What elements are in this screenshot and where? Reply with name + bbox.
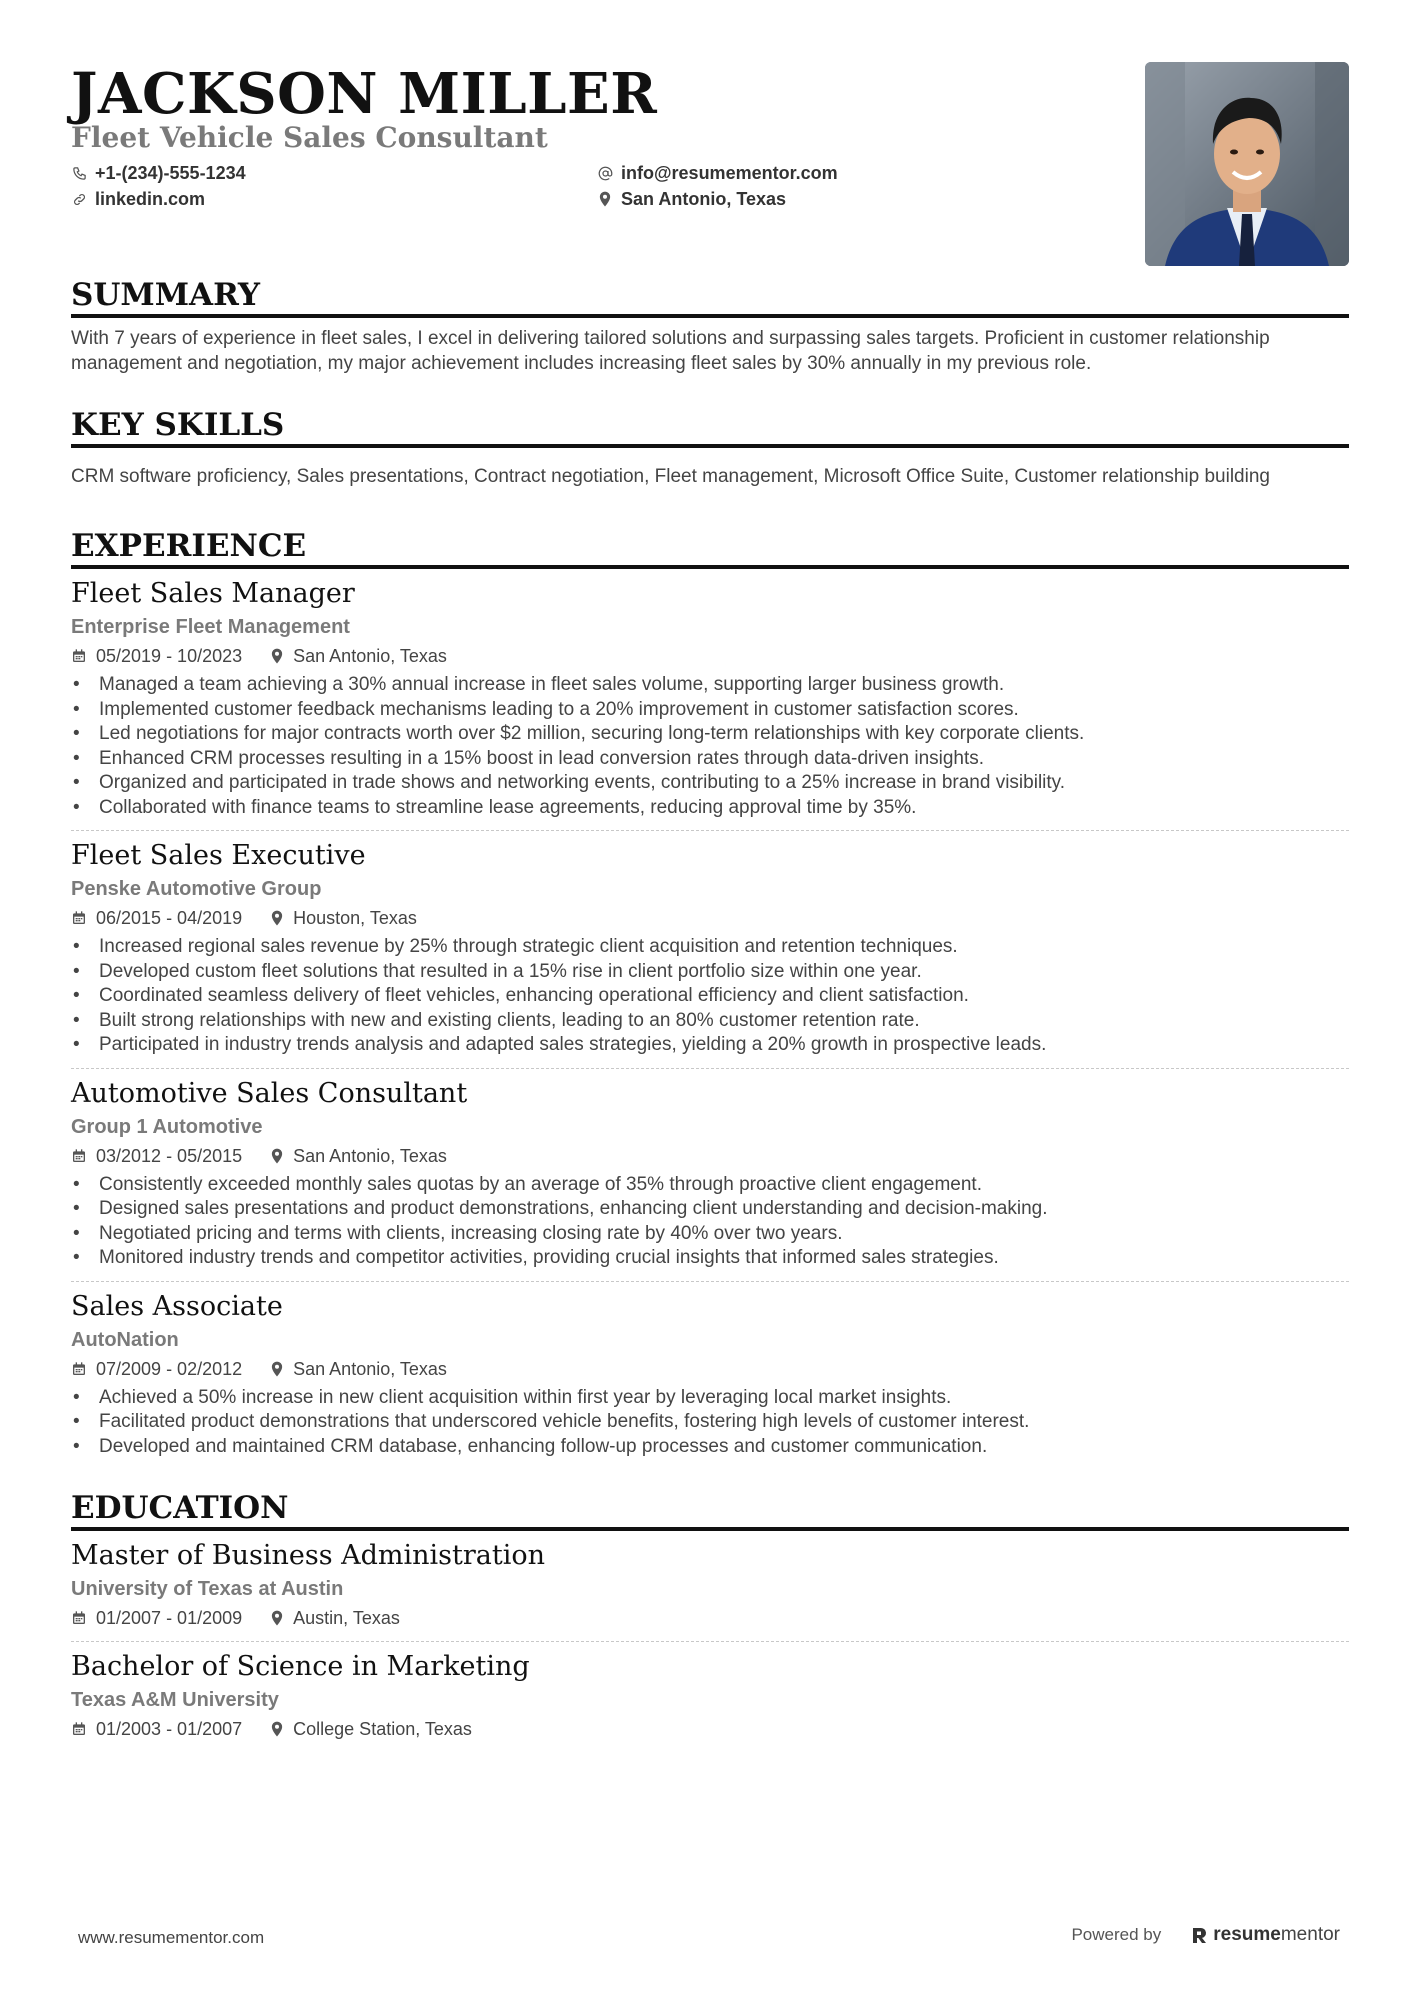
bullet-item: • Consistently exceeded monthly sales quotas by an average of 35% through proactive client engagement. — [71, 1173, 1349, 1198]
link-icon — [71, 191, 87, 207]
bullet-item: • Built strong relationships with new and existing clients, leading to an 80% customer retention rate. — [71, 1009, 1349, 1034]
entry-location: College Station, Texas — [293, 1719, 472, 1739]
brand-name-light: mentor — [1280, 1924, 1340, 1945]
summary-text: With 7 years of experience in fleet sales, I excel in delivering tailored solutions and surpassing sales targets. Proficient in customer relationship management and negotiation, my major achievement includes increasing fleet sales by 30% annually in my previous role. — [71, 328, 1270, 374]
bullet-list — [71, 1386, 1349, 1460]
calendar-icon — [71, 1361, 87, 1377]
experience-entry — [71, 1069, 1349, 1282]
bullet-item: • Increased regional sales revenue by 25% through strategic client acquisition and retention techniques. — [71, 935, 1349, 960]
experience-entry — [71, 831, 1349, 1069]
bullet-list — [71, 673, 1349, 820]
candidate-role: Fleet Vehicle Sales Consultant — [71, 121, 548, 154]
page-footer — [78, 1924, 1340, 1954]
map-pin-icon — [270, 1610, 284, 1626]
company-name: AutoNation — [71, 1328, 179, 1351]
bullet-list — [71, 1173, 1349, 1271]
section-title: EXPERIENCE — [71, 527, 1349, 569]
entry-location: San Antonio, Texas — [293, 1358, 447, 1379]
map-pin-icon — [270, 1148, 284, 1164]
entry-location: San Antonio, Texas — [293, 646, 447, 666]
calendar-icon — [71, 1610, 87, 1626]
website-text: linkedin.com — [95, 189, 206, 209]
bullet-item: • Implemented customer feedback mechanisms leading to a 20% improvement in customer satisfaction scores. — [71, 698, 1349, 723]
experience-entry — [71, 569, 1349, 831]
resume-page — [71, 58, 1349, 1752]
entry-dates: 03/2012 - 05/2015 — [96, 1145, 243, 1166]
bullet-item: • Coordinated seamless delivery of fleet vehicles, enhancing operational efficiency and client satisfaction. — [71, 984, 1349, 1009]
contact-website[interactable] — [71, 186, 205, 212]
entry-location: Austin, Texas — [293, 1608, 400, 1628]
powered-by-text: Powered by — [1071, 1925, 1162, 1944]
calendar-icon — [71, 648, 87, 664]
section-title: SUMMARY — [71, 276, 1349, 318]
bullet-item: • Facilitated product demonstrations that underscored vehicle benefits, fostering high levels of customer interest. — [71, 1410, 1349, 1435]
bullet-item: • Organized and participated in trade shows and networking events, contributing to a 25% increase in brand visibility. — [71, 771, 1349, 796]
bullet-item: • Developed custom fleet solutions that resulted in a 15% rise in client portfolio size within one year. — [71, 960, 1349, 985]
section-title: KEY SKILLS — [71, 406, 1349, 448]
profile-photo — [1145, 62, 1349, 266]
bullet-item: • Achieved a 50% increase in new client acquisition within first year by leveraging local market insights. — [71, 1386, 1349, 1411]
experience-entry — [71, 1282, 1349, 1470]
company-name: Enterprise Fleet Management — [71, 616, 350, 638]
at-icon — [597, 165, 613, 181]
map-pin-icon — [270, 1721, 284, 1737]
bullet-item: • Developed and maintained CRM database, enhancing follow-up processes and customer communication. — [71, 1435, 1349, 1460]
school-name: Texas A&M University — [71, 1689, 279, 1711]
job-title: Fleet Sales Executive — [71, 840, 366, 871]
location-text: San Antonio, Texas — [621, 189, 787, 209]
bullet-item: • Monitored industry trends and competitor activities, providing crucial insights that informed sales strategies. — [71, 1246, 1349, 1271]
company-name: Group 1 Automotive — [71, 1115, 263, 1138]
calendar-icon — [71, 1148, 87, 1164]
school-name: University of Texas at Austin — [71, 1578, 344, 1600]
education-entry — [71, 1642, 1349, 1752]
bullet-item: • Managed a team achieving a 30% annual increase in fleet sales volume, supporting larger business growth. — [71, 673, 1349, 698]
summary-section — [71, 276, 1349, 376]
candidate-name: JACKSON MILLER — [71, 61, 658, 127]
entry-dates: 01/2007 - 01/2009 — [96, 1608, 243, 1628]
phone-icon — [71, 165, 87, 181]
job-title: Automotive Sales Consultant — [71, 1077, 468, 1109]
map-pin-icon — [597, 191, 613, 207]
footer-website[interactable]: www.resumementor.com — [78, 1928, 265, 1947]
footer-branding — [1071, 1924, 1340, 1946]
bullet-item: • Enhanced CRM processes resulting in a 15% boost in lead conversion rates through data-driven insights. — [71, 747, 1349, 772]
bullet-item: • Designed sales presentations and product demonstrations, enhancing client understanding and decision-making. — [71, 1197, 1349, 1222]
contact-location — [597, 186, 786, 212]
skills-section — [71, 406, 1349, 489]
degree-title: Bachelor of Science in Marketing — [71, 1651, 530, 1682]
entry-meta — [71, 643, 1349, 669]
degree-title: Master of Business Administration — [71, 1540, 546, 1571]
map-pin-icon — [270, 1361, 284, 1377]
entry-meta — [71, 1605, 1349, 1631]
bullet-item: • Led negotiations for major contracts worth over $2 million, securing long-term relationships with key corporate clients. — [71, 722, 1349, 747]
resume-header — [71, 58, 1349, 268]
job-title: Fleet Sales Manager — [71, 578, 355, 609]
section-title: EDUCATION — [71, 1489, 1349, 1531]
contact-info — [71, 160, 1111, 214]
map-pin-icon — [270, 910, 284, 926]
entry-location: San Antonio, Texas — [293, 1145, 447, 1166]
education-entry — [71, 1531, 1349, 1642]
company-name: Penske Automotive Group — [71, 878, 322, 900]
bullet-list — [71, 935, 1349, 1058]
entry-location: Houston, Texas — [293, 908, 417, 928]
calendar-icon — [71, 1721, 87, 1737]
contact-phone — [71, 160, 246, 186]
bullet-item: • Negotiated pricing and terms with clients, increasing closing rate by 40% over two years. — [71, 1222, 1349, 1247]
brand-mark-icon — [1191, 1926, 1207, 1944]
map-pin-icon — [270, 648, 284, 664]
entry-dates: 01/2003 - 01/2007 — [96, 1719, 243, 1739]
skills-text: CRM software proficiency, Sales presentations, Contract negotiation, Fleet management, Microsoft Office Suite, Customer relationship building — [71, 466, 1270, 487]
entry-meta — [71, 1143, 1349, 1169]
entry-dates: 06/2015 - 04/2019 — [96, 908, 243, 928]
job-title: Sales Associate — [71, 1290, 283, 1322]
bullet-item: • Collaborated with finance teams to streamline lease agreements, reducing approval time by 35%. — [71, 796, 1349, 821]
brand-name-bold: resume — [1213, 1924, 1281, 1945]
entry-dates: 07/2009 - 02/2012 — [96, 1358, 243, 1379]
bullet-item: • Participated in industry trends analysis and adapted sales strategies, yielding a 20% growth in prospective leads. — [71, 1033, 1349, 1058]
entry-meta — [71, 1716, 1349, 1742]
entry-dates: 05/2019 - 10/2023 — [96, 646, 243, 666]
phone-text: +1-(234)-555-1234 — [95, 163, 246, 183]
calendar-icon — [71, 910, 87, 926]
education-section — [71, 1489, 1349, 1752]
entry-meta — [71, 1356, 1349, 1382]
contact-email[interactable] — [597, 160, 838, 186]
entry-meta — [71, 905, 1349, 931]
brand-logo[interactable] — [1191, 1924, 1340, 1946]
experience-section — [71, 527, 1349, 1469]
email-text: info@resumementor.com — [621, 163, 838, 183]
